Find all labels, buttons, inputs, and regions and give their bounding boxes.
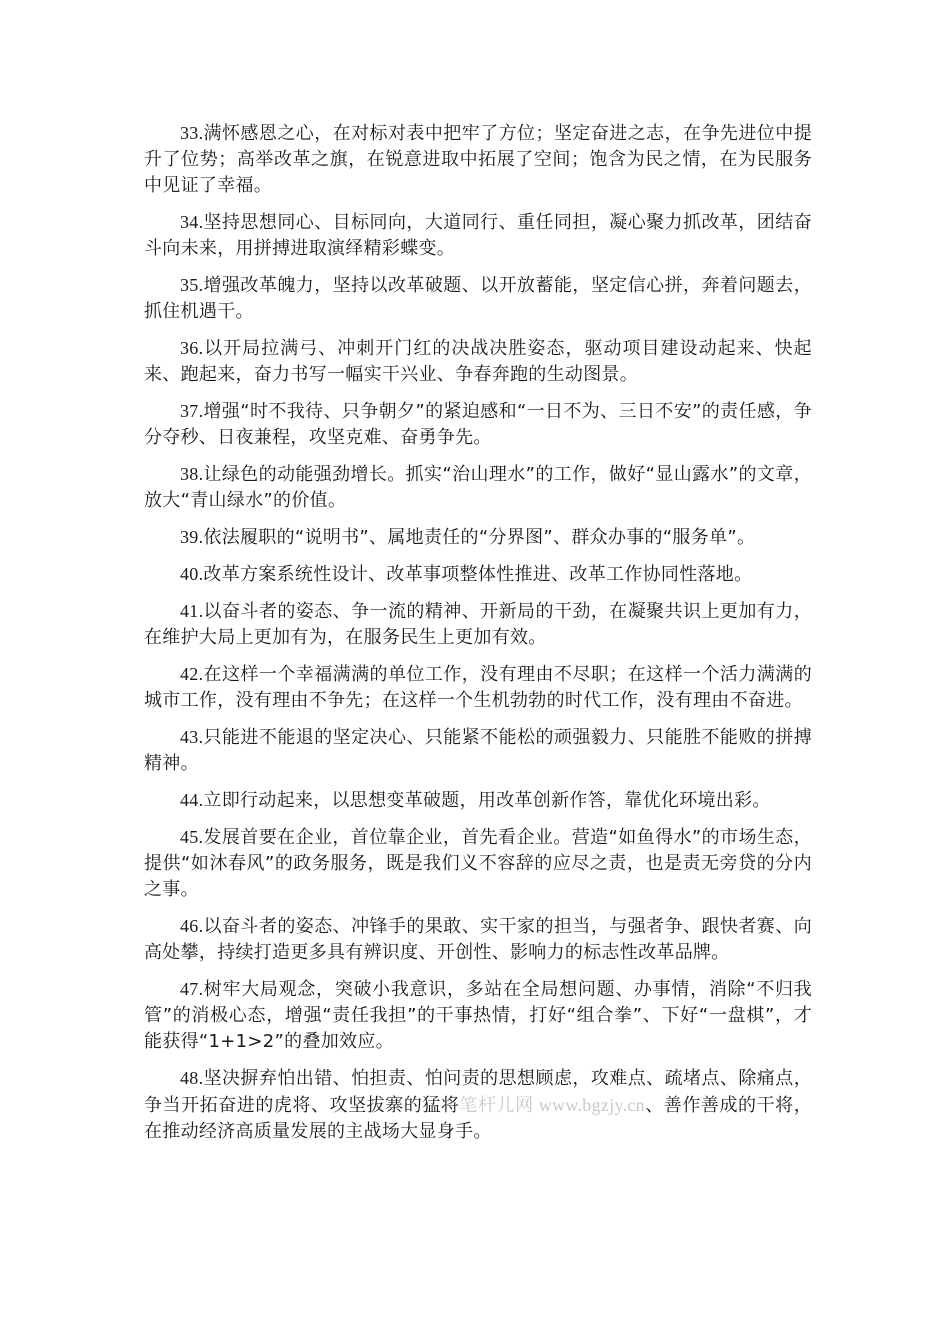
paragraph-number: 34. (180, 212, 204, 232)
paragraph-text: 满怀感恩之心，在对标对表中把牢了方位；坚定奋进之志，在争先进位中提升了位势；高举改革之旗，在锐意进取中拓展了空间；饱含为民之情，在为民服务中见证了幸福。 (144, 123, 812, 196)
paragraph-36 (144, 335, 812, 388)
paragraph-35 (144, 272, 812, 325)
paragraph-47 (144, 976, 812, 1055)
paragraph-39 (144, 524, 812, 551)
paragraph-text-continued: 、善作善成的干将，在推动经济高质量发展的主战场大显身手。 (144, 1095, 812, 1142)
paragraph-text: 坚持思想同心、目标同向，大道同行、重任同担，凝心聚力抓改革，团结奋斗向未来，用拼搏进取演绎精彩蝶变。 (144, 212, 812, 259)
paragraph-number: 33. (180, 123, 204, 143)
paragraph-text: 在这样一个幸福满满的单位工作，没有理由不尽职；在这样一个活力满满的城市工作，没有理由不争先；在这样一个生机勃勃的时代工作，没有理由不奋进。 (144, 664, 812, 711)
paragraph-text: 坚决摒弃怕出错、怕担责、怕问责的思想顾虑，攻难点、疏堵点、除痛点，争当开拓奋进的虎将、攻坚拔寨的猛将 (144, 1068, 812, 1116)
paragraph-number: 42. (180, 664, 204, 684)
paragraph-number: 47. (180, 979, 204, 999)
paragraph-text: 发展首要在企业，首位靠企业，首先看企业。营造“如鱼得水”的市场生态，提供“如沐春风”的政务服务，既是我们义不容辞的应尽之责，也是责无旁贷的分内之事。 (144, 827, 812, 900)
paragraph-41 (144, 598, 812, 651)
watermark-url: www.bgzjy.cn (533, 1095, 645, 1115)
paragraph-text: 树牢大局观念，突破小我意识，多站在全局想问题、办事情，消除“不归我管”的消极心态，增强“责任我担”的干事热情，打好“组合拳”、下好“一盘棋”，才能获得“1+1>2”的叠加效应。 (144, 979, 812, 1052)
paragraph-number: 38. (180, 464, 204, 484)
paragraph-text: 增强“时不我待、只争朝夕”的紧迫感和“一日不为、三日不安”的责任感，争分夺秒、日夜兼程，攻坚克难、奋勇争先。 (144, 401, 812, 448)
paragraph-number: 45. (180, 827, 204, 847)
paragraph-text: 增强改革魄力，坚持以改革破题、以开放蓄能，坚定信心拼，奔着问题去，抓住机遇干。 (144, 275, 812, 322)
paragraph-37 (144, 398, 812, 451)
watermark-site-name: 笔杆儿网 (459, 1095, 534, 1116)
paragraph-text: 依法履职的“说明书”、属地责任的“分界图”、群众办事的“服务单”。 (203, 527, 756, 548)
paragraph-number: 43. (180, 727, 204, 747)
paragraph-33 (144, 120, 812, 199)
paragraph-number: 46. (180, 916, 204, 936)
paragraph-40 (144, 561, 812, 588)
paragraph-text: 以开局拉满弓、冲刺开门红的决战决胜姿态，驱动项目建设动起来、快起来、跑起来，奋力书写一幅实干兴业、争春奔跑的生动图景。 (144, 338, 812, 385)
paragraph-text: 以奋斗者的姿态、争一流的精神、开新局的干劲，在凝聚共识上更加有力，在维护大局上更加有为，在服务民生上更加有效。 (144, 601, 812, 648)
paragraph-text: 让绿色的动能强劲增长。抓实“治山理水”的工作，做好“显山露水”的文章，放大“青山绿水”的价值。 (144, 464, 812, 511)
paragraph-number: 40. (180, 564, 204, 584)
paragraph-number: 39. (180, 527, 204, 547)
paragraph-number: 37. (180, 401, 204, 421)
paragraph-38 (144, 461, 812, 514)
document-body (144, 120, 812, 1155)
paragraph-text: 以奋斗者的姿态、冲锋手的果敢、实干家的担当，与强者争、跟快者赛、向高处攀，持续打造更多具有辨识度、开创性、影响力的标志性改革品牌。 (144, 916, 812, 963)
paragraph-42 (144, 661, 812, 714)
paragraph-number: 35. (180, 275, 204, 295)
paragraph-number: 36. (180, 338, 204, 358)
paragraph-45 (144, 824, 812, 903)
paragraph-text: 立即行动起来，以思想变革破题，用改革创新作答，靠优化环境出彩。 (203, 790, 771, 811)
paragraph-number: 44. (180, 790, 204, 810)
paragraph-44 (144, 787, 812, 814)
paragraph-48 (144, 1065, 812, 1145)
paragraph-46 (144, 913, 812, 966)
paragraph-number: 48. (180, 1068, 204, 1088)
paragraph-34 (144, 209, 812, 262)
paragraph-text: 改革方案系统性设计、改革事项整体性推进、改革工作协同性落地。 (203, 564, 753, 585)
paragraph-43 (144, 724, 812, 777)
paragraph-text: 只能进不能退的坚定决心、只能紧不能松的顽强毅力、只能胜不能败的拼搏精神。 (144, 727, 812, 774)
paragraph-number: 41. (180, 601, 204, 621)
